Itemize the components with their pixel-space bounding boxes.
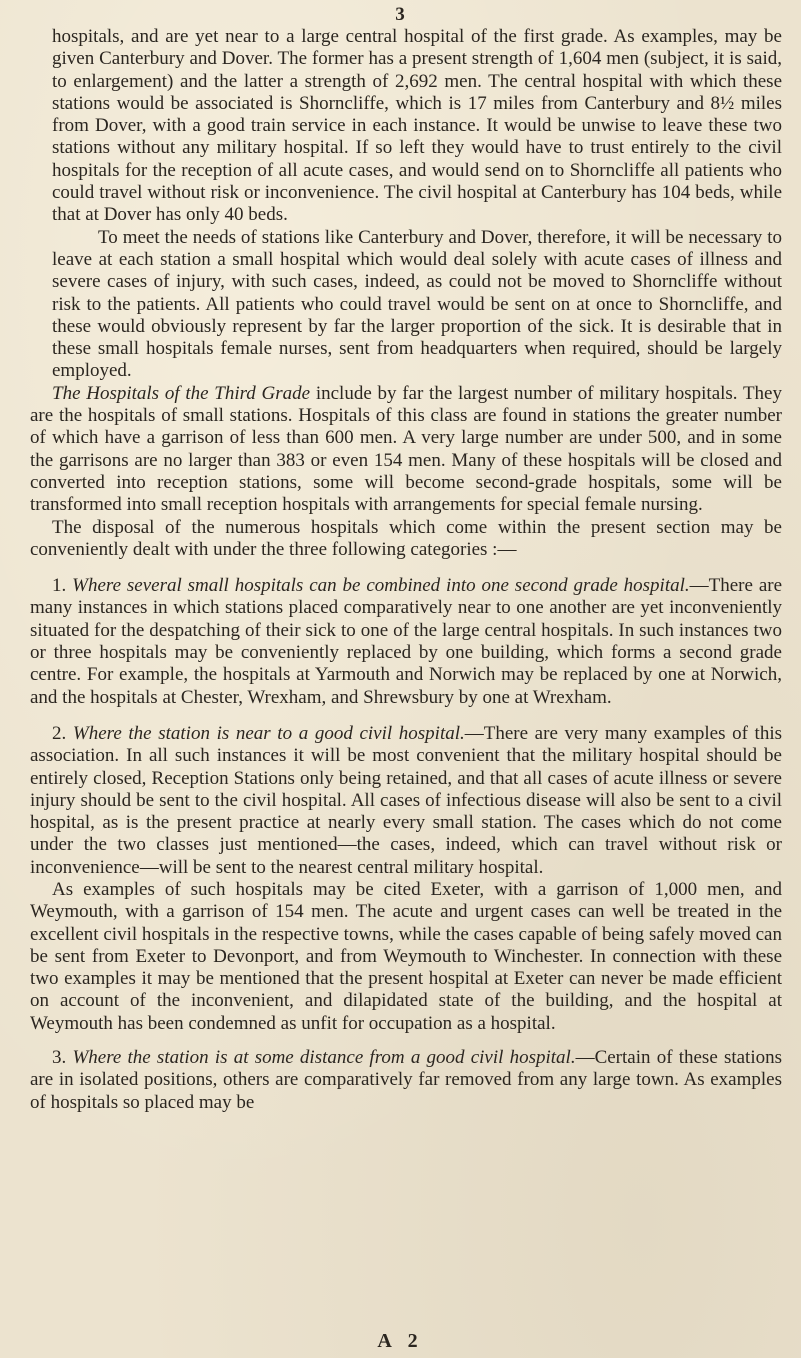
italic-run: Where several small hospitals can be combined into one second grade hospital. [72, 575, 690, 597]
paragraph-exeter-weymouth [30, 879, 782, 1035]
paragraph-meet-needs [52, 227, 782, 383]
italic-run: Where the station is at some distance from a good civil hospital. [72, 1047, 576, 1069]
text-run: 2. [52, 722, 73, 744]
paragraph-third-grade [30, 383, 782, 517]
body-text [30, 26, 782, 1114]
italic-run: Where the station is near to a good civil hospital. [72, 722, 465, 744]
paragraph-category-1 [30, 575, 782, 709]
text-run: —There are many instances in which stations placed comparatively near to one another are yet inconveniently situated for the despatching of their sick to one of the large central hospitals. In such instances two or three hospitals may be conveniently replaced by one building, which forms a second grade centre. For example, the hospitals at Yarmouth and Norwich may be replaced by one at Norwich, and the hospitals at Chester, Wrexham, and Shrewsbury by one at Wrexham. [30, 575, 783, 708]
text-run: —Certain of these stations are in isolated positions, others are comparatively far removed from any large town. As examples of hospitals so placed may be [30, 1047, 783, 1113]
paragraph-hospital-examples [52, 26, 782, 227]
text-run: —There are very many examples of this association. In all such instances it will be most convenient that the military hospital should be entirely closed, Reception Stations only being retained, and that all cases of acute illness or severe injury should be sent to the civil hospital. All cases of infectious disease will also be sent to a civil hospital, as is the present practice at nearly every small station. The cases which do not come under the two classes just mentioned—the cases, indeed, which can travel without risk or inconvenience—will be sent to the nearest central military hospital. [30, 722, 782, 878]
text-run: As examples of such hospitals may be cited Exeter, with a garrison of 1,000 men, and Weymouth, with a garrison of 154 men. The acute and urgent cases can well be treated in the excellent civil hospitals in the respective towns, while the cases capable of being safely moved can be sent from Exeter to Devonport, and from Weymouth to Winchester. In connection with these two examples it may be mentioned that the present hospital at Exeter can never be made efficient on account of the inconvenient, and dilapidated state of the building, and the hospital at Weymouth has been condemned as unfit for occupation as a hospital. [30, 878, 782, 1034]
signature-mark: A 2 [377, 1330, 424, 1352]
text-run: include by far the largest number of military hospitals. They are the hospitals of small stations. Hospitals of this class are found in stations the greater number of which have a garrison of less than 600 men. A very large number are under 500, and in some the garrisons are no larger than 383 or even 154 men. Many of these hospitals will be closed and converted into reception stations, some will become second-grade hospitals, some will be transformed into small reception hospitals with arrangements for special female nursing. [30, 382, 782, 516]
text-run: 1. [52, 575, 73, 597]
paragraph-disposal [30, 517, 782, 562]
text-run: hospitals, and are yet near to a large central hospital of the first grade. As examples, may be given Canterbury and Dover. The former has a present strength of 1,604 men (subject, it is said, to enlargement) and the latter a strength of 2,692 men. The central hospital with which these stations would be associated is Shorncliffe, which is 17 miles from Canterbury and 8½ miles from Dover, with a good train service in each instance. It would be unwise to leave these two stations without any military hospital. If so left they would have to trust entirely to the civil hospitals for the reception of all acute cases, and would send on to Shorncliffe all patients who could travel without risk or inconvenience. The civil hospital at Canterbury has 104 beds, while that at Dover has only 40 beds. [52, 26, 782, 226]
text-run: To meet the needs of stations like Canterbury and Dover, therefore, it will be necessary to leave at each station a small hospital which would deal solely with acute cases of illness and severe cases of injury, with such cases, indeed, as could not be moved to Shorncliffe without risk to the patients. All patients who could travel would be sent on at once to Shorncliffe, and these would obviously represent by far the larger proportion of the sick. It is desirable that in these small hospitals female nurses, sent from headquarters when required, should be largely employed. [52, 226, 782, 382]
page-number: 3 [395, 4, 406, 25]
italic-run: The Hospitals of the Third Grade [52, 382, 311, 404]
text-run: 3. [52, 1047, 73, 1069]
paragraph-category-3 [30, 1047, 782, 1114]
text-run: The disposal of the numerous hospitals which come within the present section may be conveniently dealt with under the three following categories :— [30, 516, 782, 560]
paragraph-category-2 [30, 723, 782, 879]
